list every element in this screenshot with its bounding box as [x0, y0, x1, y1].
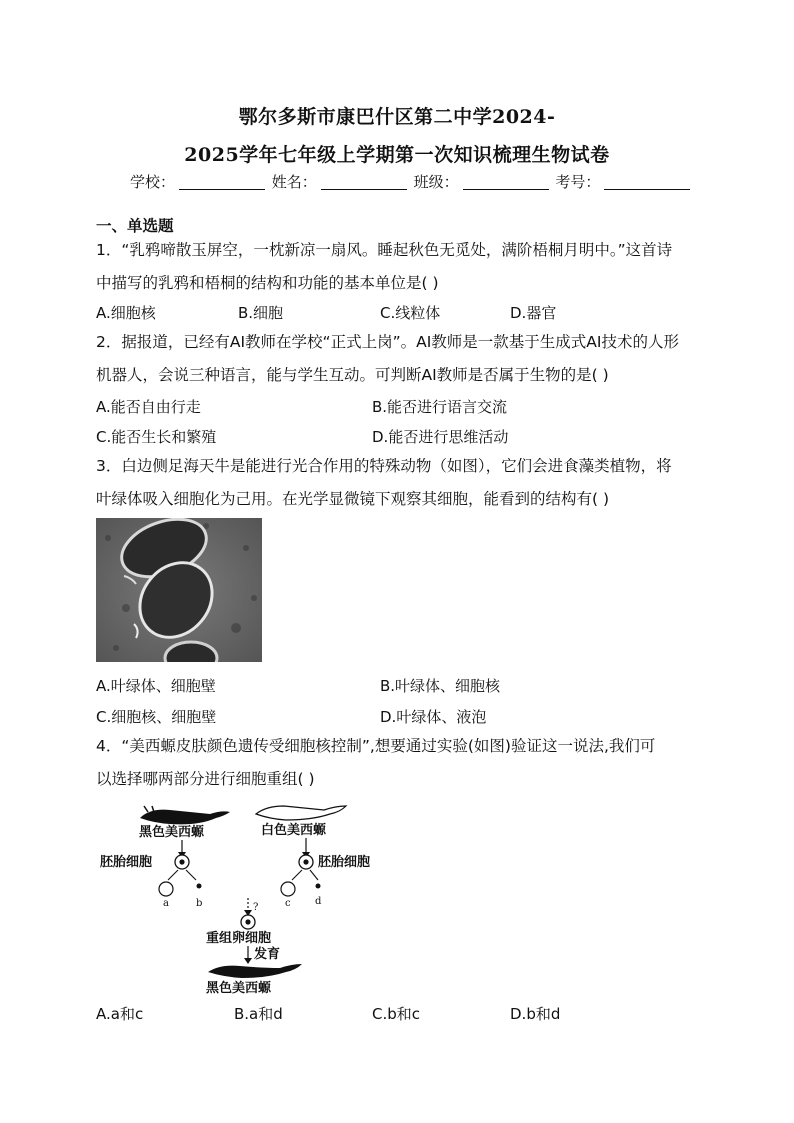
q1-option-a: A.细胞核	[96, 304, 156, 322]
question-mark-label: ?	[253, 902, 259, 913]
recombined-egg-label: 重组卵细胞	[206, 931, 272, 946]
q3-option-b: B.叶绿体、细胞核	[380, 677, 501, 695]
q1-option-d: D.器官	[510, 304, 557, 322]
q3-option-d: D.叶绿体、液泡	[380, 708, 487, 726]
q4-option-d: D.b和d	[510, 1005, 561, 1023]
q1-option-b: B.细胞	[238, 304, 284, 322]
q2-option-b: B.能否进行语言交流	[372, 398, 508, 416]
part-b-icon	[197, 884, 202, 889]
black-axolotl-label: 黑色美西螈	[139, 825, 205, 840]
question-1-line2: 中描写的乳鸦和梧桐的结构和功能的基本单位是( )	[96, 274, 439, 292]
white-axolotl-label: 白色美西螈	[261, 823, 327, 838]
student-info-row	[130, 171, 692, 192]
section-heading: 一、单选题	[96, 217, 174, 235]
question-3-line2: 叶绿体吸入细胞化为己用。在光学显微镜下观察其细胞，能看到的结构有( )	[96, 490, 610, 508]
sea-slug-photo	[96, 518, 262, 662]
exam-title-line1: 鄂尔多斯市康巴什区第二中学2024-	[238, 106, 556, 128]
q4-option-a: A.a和c	[96, 1005, 144, 1023]
school-label: 学校：	[130, 173, 176, 191]
name-blank	[321, 175, 407, 190]
exam-no-blank	[604, 175, 690, 190]
question-2-stem	[96, 326, 698, 392]
result-axolotl-label: 黑色美西螈	[206, 981, 272, 996]
q3-option-a: A.叶绿体、细胞壁	[96, 677, 216, 695]
black-axolotl-icon	[140, 806, 230, 824]
class-blank	[463, 175, 549, 190]
part-a-label: a	[163, 898, 169, 909]
q2-option-d: D.能否进行思维活动	[372, 428, 509, 446]
part-a-icon	[159, 882, 173, 896]
exam-no-label: 考号：	[555, 173, 601, 191]
q2-option-a: A.能否自由行走	[96, 398, 201, 416]
white-axolotl-icon	[256, 806, 346, 820]
part-d-icon	[316, 884, 321, 889]
question-3-stem	[96, 450, 698, 516]
school-blank	[179, 175, 265, 190]
class-label: 班级：	[413, 173, 459, 191]
result-axolotl-icon	[208, 964, 302, 978]
embryo-cell-left-label: 胚胎细胞	[100, 855, 153, 870]
part-c-label: c	[285, 898, 291, 909]
sea-slug-image	[96, 518, 262, 662]
q4-option-c: C.b和c	[372, 1005, 421, 1023]
q2-option-c: C.能否生长和繁殖	[96, 428, 217, 446]
name-label: 姓名：	[271, 173, 317, 191]
question-1-line1: 1．“乳鸦啼散玉屏空，一枕新凉一扇风。睡起秋色无觅处，满阶梧桐月明中。”这首诗	[96, 241, 673, 259]
embryo-cell-right-label: 胚胎细胞	[318, 855, 371, 870]
question-4-line2: 以选择哪两部分进行细胞重组( )	[96, 770, 315, 788]
part-b-label: b	[196, 898, 203, 909]
question-4-line1: 4．“美西螈皮肤颜色遗传受细胞核控制”,想要通过实验(如图)验证这一说法,我们可	[96, 737, 656, 755]
question-3-line1: 3．白边侧足海天牛是能进行光合作用的特殊动物（如图），它们会进食藻类植物，将	[96, 457, 672, 475]
q1-option-c: C.线粒体	[380, 304, 441, 322]
question-2-line1: 2．据报道，已经有AI教师在学校“正式上岗”。AI教师是一款基于生成式AI技术的人形	[96, 333, 679, 351]
question-4-stem	[96, 730, 698, 796]
q4-option-b: B.a和d	[234, 1005, 283, 1023]
axolotl-experiment-diagram	[96, 800, 396, 996]
question-1-stem	[96, 234, 698, 300]
q3-option-c: C.细胞核、细胞壁	[96, 708, 217, 726]
part-c-icon	[281, 882, 295, 896]
part-d-label: d	[315, 896, 322, 907]
develop-label: 发育	[254, 947, 281, 962]
question-2-line2: 机器人，会说三种语言，能与学生互动。可判断AI教师是否属于生物的是( )	[96, 366, 609, 384]
exam-title-line2: 2025学年七年级上学期第一次知识梳理生物试卷	[184, 144, 610, 166]
